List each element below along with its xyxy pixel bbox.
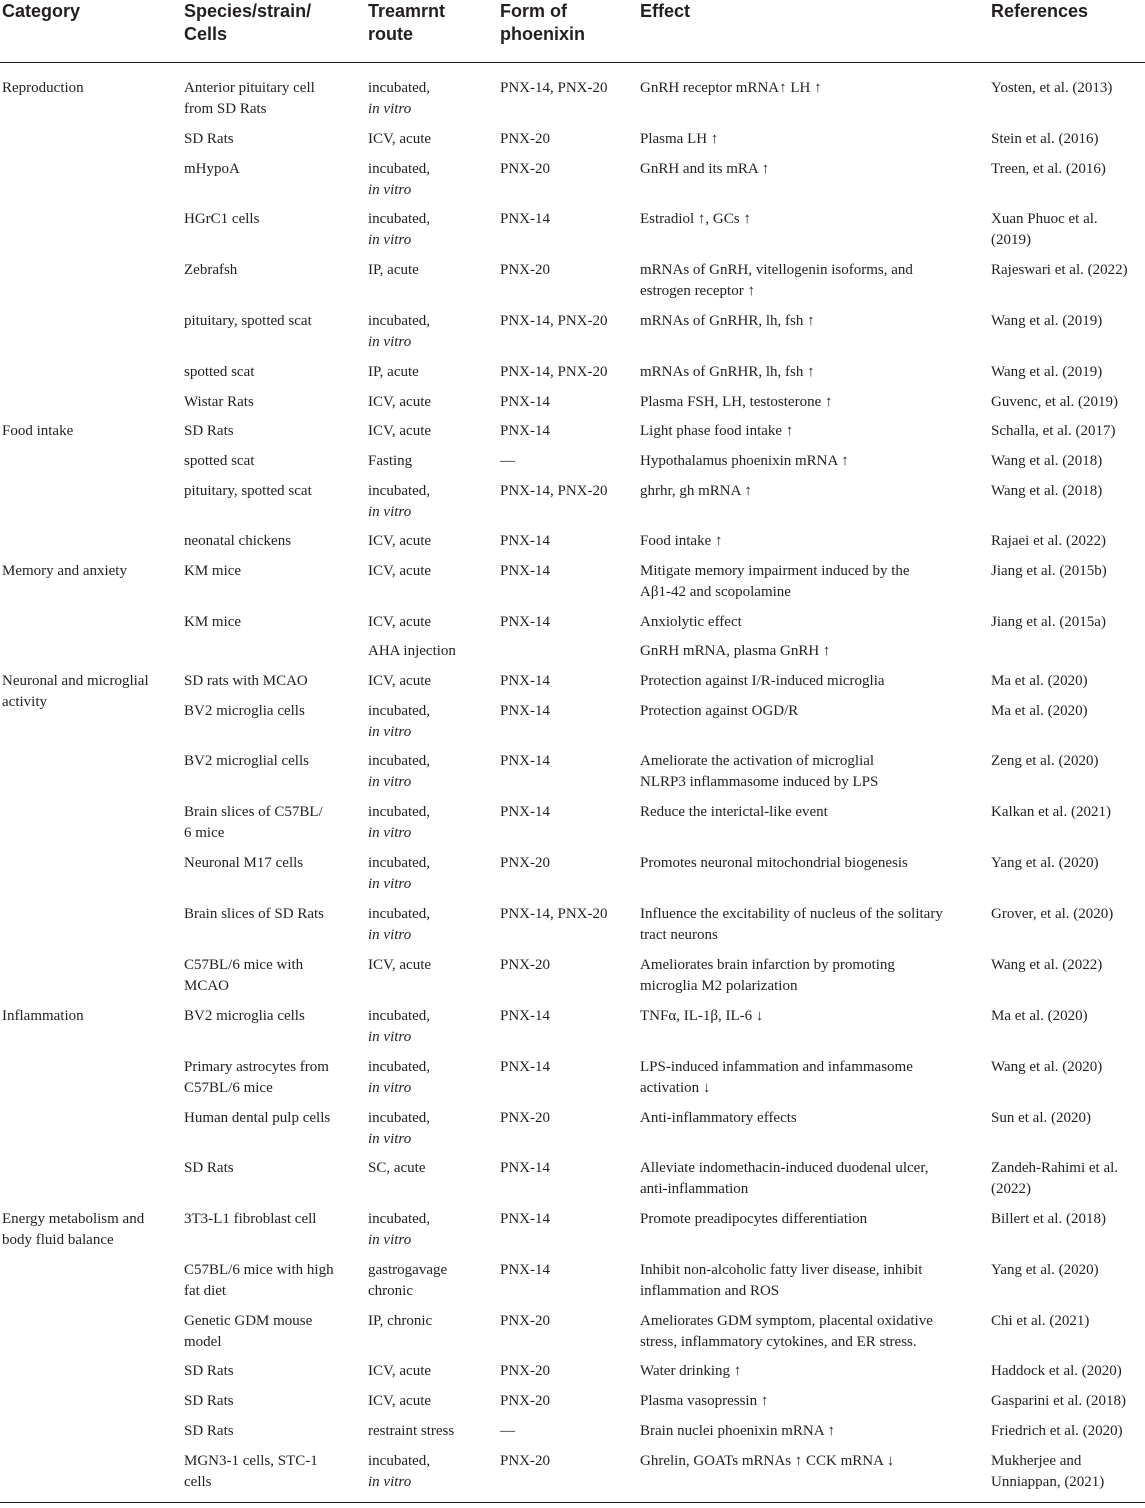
cell-effect: Water drinking ↑ — [640, 1363, 742, 1379]
cell-species: mHypoA — [184, 161, 240, 177]
cell-effect: mRNAs of GnRH, vitellogenin isoforms, and — [640, 262, 913, 278]
cell-route: incubated, — [368, 1008, 431, 1024]
cell-effect: Promote preadipocytes differentiation — [640, 1211, 868, 1227]
cell-effect: Influence the excitability of nucleus of the solitary — [640, 906, 943, 922]
cell-effect: Protection against I/R-induced microglia — [640, 673, 885, 689]
cell-reference: Zeng et al. (2020) — [991, 753, 1099, 769]
cell-effect: Hypothalamus phoenixin mRNA ↑ — [640, 453, 849, 469]
cell-route: in vitro — [368, 876, 412, 892]
cell-effect: Aβ1-42 and scopolamine — [640, 584, 791, 600]
cell-effect: GnRH receptor mRNA↑ LH ↑ — [640, 80, 822, 96]
header-effect: Effect — [640, 1, 691, 21]
header-species: Species/strain/ — [184, 1, 312, 21]
cell-route: ICV, acute — [368, 533, 432, 549]
cell-effect: Alleviate indomethacin-induced duodenal ulcer, — [640, 1160, 929, 1176]
cell-form: PNX-20 — [500, 262, 551, 278]
cell-route: incubated, — [368, 1211, 431, 1227]
header-references: References — [991, 1, 1089, 21]
cell-reference: Yang et al. (2020) — [991, 1262, 1099, 1278]
cell-species: 6 mice — [184, 825, 225, 841]
cell-species: C57BL/6 mice — [184, 1080, 273, 1096]
cell-species: SD Rats — [184, 423, 234, 439]
cell-effect: Mitigate memory impairment induced by the — [640, 563, 910, 579]
cell-form: PNX-20 — [500, 855, 551, 871]
cell-effect: mRNAs of GnRHR, lh, fsh ↑ — [640, 313, 815, 329]
cell-form: PNX-14 — [500, 804, 551, 820]
cell-species: SD Rats — [184, 1160, 234, 1176]
cell-effect: mRNAs of GnRHR, lh, fsh ↑ — [640, 364, 815, 380]
cell-form: PNX-14 — [500, 423, 551, 439]
cell-route: incubated, — [368, 753, 431, 769]
cell-form: PNX-14 — [500, 614, 551, 630]
cell-effect: Food intake ↑ — [640, 533, 723, 549]
cell-reference: Stein et al. (2016) — [991, 131, 1099, 147]
header-route: route — [368, 24, 413, 44]
cell-route: in vitro — [368, 825, 412, 841]
category-label: body fluid balance — [2, 1232, 114, 1248]
cell-effect: Ameliorate the activation of microglial — [640, 753, 875, 769]
cell-route: ICV, acute — [368, 1363, 432, 1379]
cell-form: PNX-20 — [500, 161, 551, 177]
category-label: Inflammation — [2, 1008, 84, 1024]
cell-form: PNX-14, PNX-20 — [500, 364, 608, 380]
category-label: Memory and anxiety — [2, 563, 127, 579]
cell-route: incubated, — [368, 1059, 431, 1075]
cell-route: IP, chronic — [368, 1313, 433, 1329]
cell-route: incubated, — [368, 855, 431, 871]
cell-form: PNX-14 — [500, 1160, 551, 1176]
cell-reference: Unniappan, (2021) — [991, 1474, 1105, 1490]
cell-species: Genetic GDM mouse — [184, 1313, 313, 1329]
cell-species: pituitary, spotted scat — [184, 313, 312, 329]
cell-route: chronic — [368, 1283, 413, 1299]
cell-species: C57BL/6 mice with high — [184, 1262, 334, 1278]
cell-species: from SD Rats — [184, 101, 267, 117]
cell-reference: (2019) — [991, 232, 1031, 248]
cell-route: in vitro — [368, 1232, 412, 1248]
cell-route: in vitro — [368, 334, 412, 350]
cell-route: in vitro — [368, 1029, 412, 1045]
cell-species: Brain slices of C57BL/ — [184, 804, 323, 820]
cell-form: PNX-14, PNX-20 — [500, 483, 608, 499]
cell-route: in vitro — [368, 724, 412, 740]
cell-reference: Haddock et al. (2020) — [991, 1363, 1122, 1379]
cell-effect: Reduce the interictal-like event — [640, 804, 828, 820]
cell-reference: Sun et al. (2020) — [991, 1110, 1091, 1126]
cell-form: PNX-14, PNX-20 — [500, 906, 608, 922]
cell-species: BV2 microglia cells — [184, 703, 305, 719]
cell-form: PNX-14 — [500, 1211, 551, 1227]
header-form: Form of — [500, 1, 567, 21]
cell-route: Fasting — [368, 453, 413, 469]
cell-species: SD Rats — [184, 131, 234, 147]
cell-species: Neuronal M17 cells — [184, 855, 304, 871]
cell-species: 3T3-L1 fibroblast cell — [184, 1211, 317, 1227]
cell-route: incubated, — [368, 313, 431, 329]
cell-effect: Light phase food intake ↑ — [640, 423, 794, 439]
cell-form: PNX-14 — [500, 1262, 551, 1278]
cell-species: Zebrafsh — [184, 262, 238, 278]
cell-reference: Jiang et al. (2015b) — [991, 563, 1107, 579]
cell-form: PNX-14, PNX-20 — [500, 313, 608, 329]
cell-form: PNX-14, PNX-20 — [500, 80, 608, 96]
table-header — [0, 0, 1145, 63]
cell-effect: Plasma LH ↑ — [640, 131, 719, 147]
cell-route: incubated, — [368, 1110, 431, 1126]
cell-route: incubated, — [368, 483, 431, 499]
header-species: Cells — [184, 24, 228, 44]
cell-species: Wistar Rats — [184, 394, 254, 410]
cell-reference: Guvenc, et al. (2019) — [991, 394, 1119, 410]
cell-effect: Estradiol ↑, GCs ↑ — [640, 211, 751, 227]
cell-route: ICV, acute — [368, 673, 432, 689]
cell-effect: Anxiolytic effect — [640, 614, 742, 630]
cell-reference: Xuan Phuoc et al. — [991, 211, 1098, 227]
cell-effect: Protection against OGD/R — [640, 703, 799, 719]
cell-reference: Schalla, et al. (2017) — [991, 423, 1116, 439]
cell-reference: Billert et al. (2018) — [991, 1211, 1106, 1227]
cell-species: KM mice — [184, 614, 242, 630]
cell-reference: Ma et al. (2020) — [991, 1008, 1088, 1024]
cell-reference: Yang et al. (2020) — [991, 855, 1099, 871]
cell-species: BV2 microglial cells — [184, 753, 309, 769]
cell-form: PNX-14 — [500, 673, 551, 689]
cell-species: HGrC1 cells — [184, 211, 260, 227]
cell-species: SD Rats — [184, 1423, 234, 1439]
cell-form: PNX-20 — [500, 1453, 551, 1469]
category-label: Reproduction — [2, 80, 84, 96]
cell-reference: Wang et al. (2022) — [991, 957, 1103, 973]
cell-reference: Rajeswari et al. (2022) — [991, 262, 1128, 278]
cell-species: spotted scat — [184, 364, 255, 380]
cell-effect: estrogen receptor ↑ — [640, 283, 755, 299]
cell-reference: Kalkan et al. (2021) — [991, 804, 1111, 820]
cell-route: SC, acute — [368, 1160, 426, 1176]
cell-form: — — [500, 1423, 515, 1439]
cell-reference: Grover, et al. (2020) — [991, 906, 1114, 922]
cell-effect: NLRP3 inflammasome induced by LPS — [640, 774, 879, 790]
cell-reference: (2022) — [991, 1181, 1031, 1197]
cell-reference: Chi et al. (2021) — [991, 1313, 1090, 1329]
cell-route: ICV, acute — [368, 563, 432, 579]
cell-form: PNX-14 — [500, 1008, 551, 1024]
cell-form: PNX-14 — [500, 211, 551, 227]
cell-reference: Rajaei et al. (2022) — [991, 533, 1106, 549]
cell-form: PNX-20 — [500, 957, 551, 973]
category-label: Energy metabolism and — [2, 1211, 145, 1227]
cell-route: in vitro — [368, 1131, 412, 1147]
cell-form: PNX-20 — [500, 131, 551, 147]
cell-form: PNX-14 — [500, 703, 551, 719]
cell-form: PNX-20 — [500, 1363, 551, 1379]
cell-effect: activation ↓ — [640, 1080, 711, 1096]
cell-species: cells — [184, 1474, 212, 1490]
cell-effect: GnRH and its mRA ↑ — [640, 161, 770, 177]
cell-effect: Ghrelin, GOATs mRNAs ↑ CCK mRNA ↓ — [640, 1453, 895, 1469]
cell-form: PNX-20 — [500, 1393, 551, 1409]
cell-reference: Wang et al. (2020) — [991, 1059, 1103, 1075]
cell-route: IP, acute — [368, 262, 419, 278]
cell-species: SD rats with MCAO — [184, 673, 308, 689]
cell-species: neonatal chickens — [184, 533, 292, 549]
cell-route: in vitro — [368, 101, 412, 117]
cell-species: BV2 microglia cells — [184, 1008, 305, 1024]
cell-species: MGN3-1 cells, STC-1 — [184, 1453, 318, 1469]
cell-form: PNX-14 — [500, 1059, 551, 1075]
cell-route: IP, acute — [368, 364, 419, 380]
cell-form: PNX-20 — [500, 1110, 551, 1126]
cell-route: ICV, acute — [368, 1393, 432, 1409]
cell-reference: Gasparini et al. (2018) — [991, 1393, 1126, 1409]
cell-reference: Yosten, et al. (2013) — [991, 80, 1113, 96]
cell-route: in vitro — [368, 232, 412, 248]
cell-route: incubated, — [368, 161, 431, 177]
cell-effect: tract neurons — [640, 927, 718, 943]
cell-route: incubated, — [368, 906, 431, 922]
header-route: Treamrnt — [368, 1, 446, 21]
cell-reference: Zandeh-Rahimi et al. — [991, 1160, 1119, 1176]
cell-form: PNX-14 — [500, 753, 551, 769]
cell-route: restraint stress — [368, 1423, 455, 1439]
cell-effect: ghrhr, gh mRNA ↑ — [640, 483, 752, 499]
cell-effect: TNFα, IL-1β, IL-6 ↓ — [640, 1008, 764, 1024]
cell-effect: stress, inflammatory cytokines, and ER stress. — [640, 1334, 917, 1350]
cell-species: pituitary, spotted scat — [184, 483, 312, 499]
cell-reference: Friedrich et al. (2020) — [991, 1423, 1123, 1439]
cell-species: SD Rats — [184, 1393, 234, 1409]
cell-species: MCAO — [184, 978, 230, 994]
cell-species: fat diet — [184, 1283, 227, 1299]
cell-effect: microglia M2 polarization — [640, 978, 798, 994]
cell-route: incubated, — [368, 703, 431, 719]
cell-effect: LPS-induced infammation and infammasome — [640, 1059, 913, 1075]
cell-form: PNX-14 — [500, 394, 551, 410]
cell-reference: Jiang et al. (2015a) — [991, 614, 1106, 630]
category-label: Food intake — [2, 423, 74, 439]
cell-route: ICV, acute — [368, 394, 432, 410]
cell-species: Primary astrocytes from — [184, 1059, 329, 1075]
cell-route: in vitro — [368, 927, 412, 943]
cell-form: — — [500, 453, 515, 469]
cell-form: PNX-14 — [500, 533, 551, 549]
cell-species: model — [184, 1334, 222, 1350]
cell-species: Human dental pulp cells — [184, 1110, 331, 1126]
cell-species: Brain slices of SD Rats — [184, 906, 324, 922]
cell-route: ICV, acute — [368, 614, 432, 630]
cell-route: in vitro — [368, 504, 412, 520]
cell-species: C57BL/6 mice with — [184, 957, 304, 973]
cell-route: incubated, — [368, 804, 431, 820]
header-form: phoenixin — [500, 24, 585, 44]
cell-effect: anti-inflammation — [640, 1181, 749, 1197]
cell-form: PNX-14 — [500, 563, 551, 579]
cell-route: in vitro — [368, 774, 412, 790]
cell-route: incubated, — [368, 211, 431, 227]
cell-route: incubated, — [368, 80, 431, 96]
cell-effect: GnRH mRNA, plasma GnRH ↑ — [640, 643, 831, 659]
category-label: activity — [2, 694, 47, 710]
cell-route: gastrogavage — [368, 1262, 448, 1278]
cell-effect: Ameliorates brain infarction by promoting — [640, 957, 895, 973]
cell-effect: Plasma FSH, LH, testosterone ↑ — [640, 394, 833, 410]
cell-route: in vitro — [368, 1474, 412, 1490]
cell-form: PNX-20 — [500, 1313, 551, 1329]
cell-species: SD Rats — [184, 1363, 234, 1379]
cell-effect: Ameliorates GDM symptom, placental oxidative — [640, 1313, 933, 1329]
cell-route: in vitro — [368, 1080, 412, 1096]
cell-reference: Wang et al. (2019) — [991, 364, 1103, 380]
cell-reference: Mukherjee and — [991, 1453, 1082, 1469]
cell-reference: Treen, et al. (2016) — [991, 161, 1106, 177]
cell-reference: Ma et al. (2020) — [991, 703, 1088, 719]
cell-route: ICV, acute — [368, 423, 432, 439]
cell-species: KM mice — [184, 563, 242, 579]
cell-effect: Plasma vasopressin ↑ — [640, 1393, 769, 1409]
cell-effect: Brain nuclei phoenixin mRNA ↑ — [640, 1423, 835, 1439]
cell-route: in vitro — [368, 182, 412, 198]
cell-route: AHA injection — [368, 643, 456, 659]
cell-effect: Anti-inflammatory effects — [640, 1110, 797, 1126]
table-bottom-rule — [0, 1502, 1145, 1503]
cell-effect: inflammation and ROS — [640, 1283, 780, 1299]
cell-effect: Inhibit non-alcoholic fatty liver disease, inhibit — [640, 1262, 923, 1278]
cell-species: Anterior pituitary cell — [184, 80, 315, 96]
cell-reference: Wang et al. (2019) — [991, 313, 1103, 329]
cell-reference: Wang et al. (2018) — [991, 483, 1103, 499]
cell-route: incubated, — [368, 1453, 431, 1469]
cell-route: ICV, acute — [368, 131, 432, 147]
header-category: Category — [2, 1, 81, 21]
cell-reference: Ma et al. (2020) — [991, 673, 1088, 689]
cell-route: ICV, acute — [368, 957, 432, 973]
cell-effect: Promotes neuronal mitochondrial biogenesis — [640, 855, 908, 871]
cell-species: spotted scat — [184, 453, 255, 469]
cell-reference: Wang et al. (2018) — [991, 453, 1103, 469]
category-label: Neuronal and microglial — [2, 673, 149, 689]
